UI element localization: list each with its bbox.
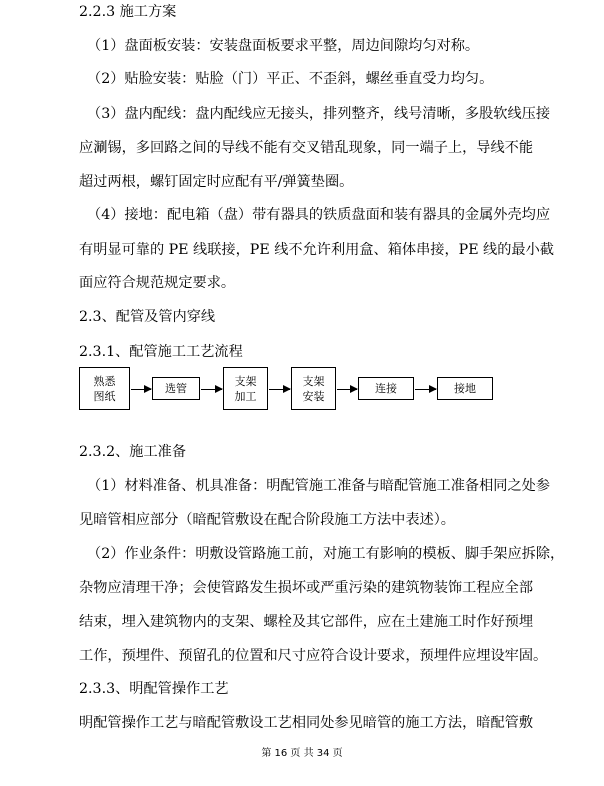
flow-arrow bbox=[415, 389, 436, 390]
heading-2-2-3: 2.2.3 施工方案 bbox=[79, 4, 177, 20]
flow-step-bracket-fabrication bbox=[223, 367, 268, 410]
heading-2-3-1: 2.3.1、配管施工工艺流程 bbox=[79, 344, 243, 360]
heading-2-3-3: 2.3.3、明配管操作工艺 bbox=[79, 681, 229, 697]
flow-arrow bbox=[201, 389, 222, 390]
heading-2-3-2: 2.3.2、施工准备 bbox=[79, 444, 187, 460]
paragraph-line: （2）贴脸安装：贴脸（门）平正、不歪斜，螺丝垂直受力均匀。 bbox=[87, 71, 494, 87]
flow-step-text: 支架 bbox=[234, 374, 257, 388]
heading-2-3: 2.3、配管及管内穿线 bbox=[79, 309, 216, 325]
flow-step-text: 安装 bbox=[302, 389, 325, 403]
paragraph-line: 见暗管相应部分（暗配管敷设在配合阶段施工方法中表述）。 bbox=[79, 512, 455, 528]
flow-step-text: 加工 bbox=[234, 389, 257, 403]
flow-step-connection bbox=[358, 377, 414, 400]
flow-step-text: 选管 bbox=[165, 382, 187, 395]
flow-step-bracket-installation bbox=[291, 367, 336, 410]
paragraph-line: 工作，预埋件、预留孔的位置和尺寸应符合设计要求，预埋件应埋设牢固。 bbox=[79, 648, 548, 664]
paragraph-line: 结束，埋入建筑物内的支架、螺栓及其它部件，应在土建施工时作好预埋 bbox=[79, 614, 534, 630]
flow-step-drawings bbox=[79, 367, 130, 410]
paragraph-line: （4）接地：配电箱（盘）带有器具的铁质盘面和装有器具的金属外壳均应 bbox=[87, 207, 551, 223]
flow-arrow bbox=[131, 389, 151, 390]
paragraph-line: （2）作业条件：明敷设管路施工前，对施工有影响的模板、脚手架应拆除， bbox=[87, 546, 565, 562]
paragraph-line: 有明显可靠的 PE 线联接，PE 线不允许利用盒、箱体串接，PE 线的最小截 bbox=[79, 242, 554, 258]
paragraph-line: （1）材料准备、机具准备：明配管施工准备与暗配管施工准备相同之处参 bbox=[87, 478, 551, 494]
flow-step-grounding bbox=[437, 377, 493, 400]
paragraph-line: 超过两根，螺钉固定时应配有平/弹簧垫圈。 bbox=[79, 174, 354, 190]
flow-step-text: 支架 bbox=[302, 374, 325, 388]
flow-step-text: 连接 bbox=[375, 382, 397, 395]
paragraph-line: （1）盘面板安装：安装盘面板要求平整，周边间隙均匀对称。 bbox=[87, 38, 480, 54]
paragraph-line: （3）盘内配线：盘内配线应无接头，排列整齐，线号清晰，多股软线压接 bbox=[87, 106, 551, 122]
flow-step-text: 图纸 bbox=[93, 389, 116, 403]
page-number-footer: 第 16 页 共 34 页 bbox=[261, 748, 343, 759]
flow-step-text: 接地 bbox=[454, 382, 476, 395]
paragraph-line: 杂物应清理干净；会使管路发生损坏或严重污染的建筑物装饰工程应全部 bbox=[79, 580, 534, 596]
paragraph-line: 应涮锡，多回路之间的导线不能有交叉错乱现象，同一端子上，导线不能 bbox=[79, 140, 534, 156]
flow-step-select-pipe bbox=[152, 377, 200, 400]
paragraph-line: 面应符合规范规定要求。 bbox=[79, 275, 236, 291]
flow-step-text: 熟悉 bbox=[93, 374, 116, 388]
flow-arrow bbox=[337, 389, 357, 390]
paragraph-line: 明配管操作工艺与暗配管敷设工艺相同处参见暗管的施工方法，暗配管敷 bbox=[79, 715, 534, 731]
flow-arrow bbox=[269, 389, 290, 390]
